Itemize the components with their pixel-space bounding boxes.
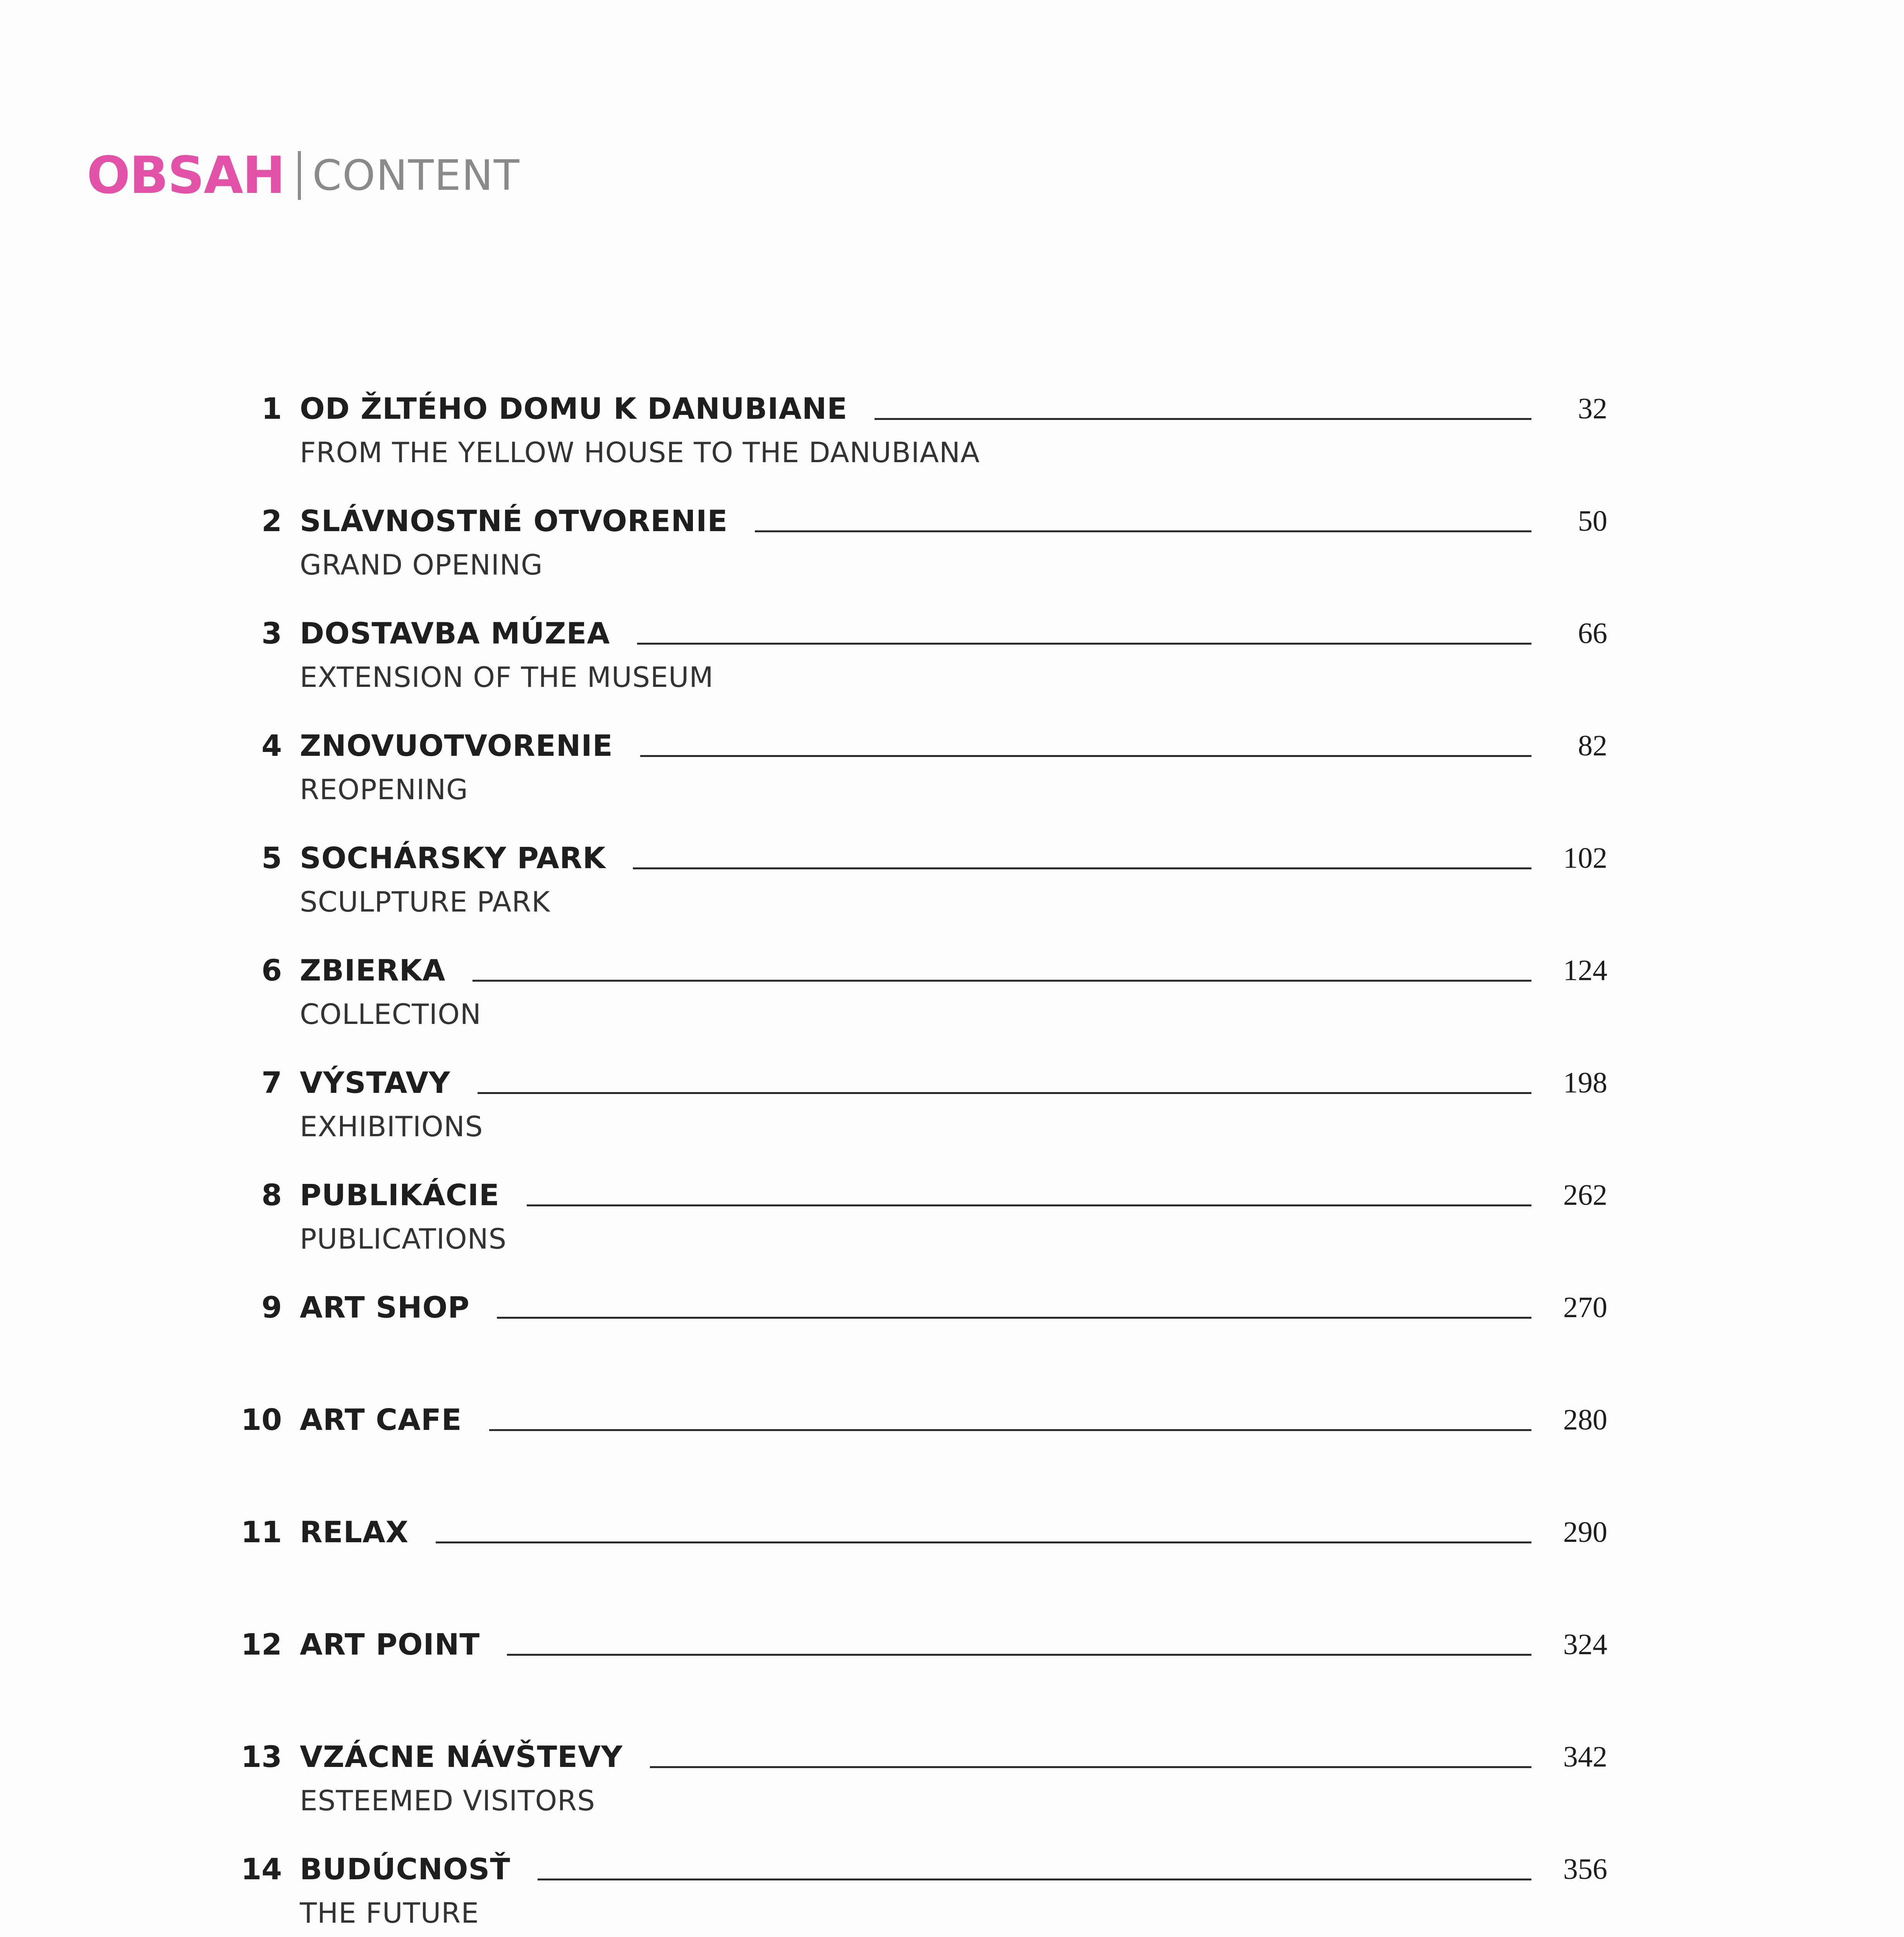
toc-entry-subtitle: PUBLICATIONS	[300, 1223, 507, 1255]
toc-entry-title: ZNOVUOTVORENIE	[300, 728, 613, 763]
toc-entry-leader-line	[507, 1654, 1531, 1656]
toc-entry[interactable]	[217, 1174, 1607, 1275]
toc-entry-subtitle: FROM THE YELLOW HOUSE TO THE DANUBIANA	[300, 436, 980, 469]
toc-entry-line	[300, 387, 1607, 430]
toc-entry-title: ART CAFE	[300, 1402, 462, 1437]
toc-entry-leader-line	[489, 1429, 1531, 1431]
toc-entry-number: 9	[261, 1290, 282, 1325]
toc-entry[interactable]	[217, 1848, 1607, 1937]
toc-entry-leader-line	[436, 1541, 1531, 1543]
toc-entry-number: 4	[261, 728, 282, 763]
toc-entry-page: 32	[1578, 392, 1607, 425]
toc-entry-number: 8	[261, 1178, 282, 1212]
toc-entry-number: 13	[241, 1739, 282, 1774]
page-title	[87, 143, 520, 208]
toc-entry[interactable]	[217, 500, 1607, 600]
toc-entry-page: 50	[1578, 505, 1607, 537]
toc-entry-number: 12	[241, 1627, 282, 1662]
toc-entry[interactable]	[217, 1623, 1607, 1724]
toc-entry[interactable]	[217, 1286, 1607, 1387]
toc-entry-title: PUBLIKÁCIE	[300, 1178, 500, 1212]
toc-entry-page: 82	[1578, 729, 1607, 762]
toc-entry-line	[300, 837, 1607, 879]
toc-entry-title: SLÁVNOSTNÉ OTVORENIE	[300, 504, 728, 538]
toc-entry[interactable]	[217, 1399, 1607, 1499]
toc-entry-leader-line	[497, 1317, 1531, 1319]
toc-entry[interactable]	[217, 949, 1607, 1050]
toc-entry-leader-line	[875, 418, 1531, 420]
toc-entry-line	[300, 1848, 1607, 1891]
toc-entry-page: 270	[1563, 1291, 1607, 1324]
toc-entry-subtitle: GRAND OPENING	[300, 549, 543, 581]
toc-entry-line	[300, 612, 1607, 655]
toc-entry-subtitle: EXHIBITIONS	[300, 1110, 483, 1143]
toc-entry-number: 5	[261, 841, 282, 875]
toc-entry-leader-line	[637, 643, 1531, 645]
toc-entry-leader-line	[478, 1092, 1531, 1094]
page-title-sub: CONTENT	[312, 151, 520, 200]
toc-entry-subtitle: EXTENSION OF THE MUSEUM	[300, 661, 714, 693]
toc-entry-page: 356	[1563, 1853, 1607, 1885]
toc-entry-leader-line	[538, 1879, 1531, 1880]
toc-entry-leader-line	[640, 755, 1531, 757]
toc-entry-title: ART SHOP	[300, 1290, 470, 1325]
toc-entry-title: BUDÚCNOSŤ	[300, 1852, 511, 1886]
toc-entry[interactable]	[217, 1511, 1607, 1612]
toc-entry[interactable]	[217, 1061, 1607, 1162]
toc-entry-title: ART POINT	[300, 1627, 480, 1662]
toc-entry-leader-line	[755, 530, 1531, 532]
toc-entry[interactable]	[217, 612, 1607, 713]
toc-entry-leader-line	[650, 1766, 1531, 1768]
toc-entry-page: 262	[1563, 1179, 1607, 1211]
toc-entry-title: DOSTAVBA MÚZEA	[300, 616, 610, 650]
title-divider	[298, 151, 301, 200]
toc-entry-page: 66	[1578, 617, 1607, 650]
toc-entry-page: 198	[1563, 1067, 1607, 1099]
toc-entry-number: 11	[241, 1515, 282, 1549]
toc-entry-line	[300, 1736, 1607, 1778]
toc-entry[interactable]	[217, 724, 1607, 825]
toc-entry-number: 3	[261, 616, 282, 650]
toc-entry-page: 102	[1563, 842, 1607, 874]
toc-entry-line	[300, 1399, 1607, 1441]
toc-entry-title: ZBIERKA	[300, 953, 446, 987]
toc-entry-number: 2	[261, 504, 282, 538]
toc-entry-line	[300, 1511, 1607, 1553]
toc-entry-number: 7	[261, 1065, 282, 1100]
toc-entry-title: OD ŽLTÉHO DOMU K DANUBIANE	[300, 391, 848, 426]
toc-entry-line	[300, 1061, 1607, 1104]
toc-entry-line	[300, 1286, 1607, 1329]
page-title-main: OBSAH	[87, 146, 285, 205]
toc-entry-subtitle: THE FUTURE	[300, 1897, 479, 1929]
toc-entry[interactable]	[217, 387, 1607, 488]
toc-entry-leader-line	[633, 867, 1531, 869]
toc-entry-subtitle: REOPENING	[300, 773, 468, 806]
toc-entry-page: 280	[1563, 1404, 1607, 1436]
toc-entry-line	[300, 949, 1607, 992]
toc-entry-subtitle: ESTEEMED VISITORS	[300, 1784, 595, 1817]
toc-entry[interactable]	[217, 837, 1607, 938]
toc-entry-page: 324	[1563, 1628, 1607, 1661]
toc-entry-page: 124	[1563, 954, 1607, 987]
toc-entry-line	[300, 724, 1607, 767]
toc-entry-title: VÝSTAVY	[300, 1065, 451, 1100]
toc-entry-line	[300, 500, 1607, 542]
toc-entry-title: SOCHÁRSKY PARK	[300, 841, 606, 875]
toc-entry-title: VZÁCNE NÁVŠTEVY	[300, 1739, 623, 1774]
toc-entry-subtitle: SCULPTURE PARK	[300, 886, 550, 918]
toc-entry-page: 290	[1563, 1516, 1607, 1548]
toc-entry-leader-line	[527, 1204, 1531, 1206]
toc-entry-leader-line	[473, 980, 1531, 982]
toc-entry-number: 14	[241, 1852, 282, 1886]
toc-entry-number: 6	[261, 953, 282, 987]
toc-entry-line	[300, 1623, 1607, 1666]
toc-entry-number: 1	[261, 391, 282, 426]
toc-entry-title: RELAX	[300, 1515, 409, 1549]
toc-entry-number: 10	[241, 1402, 282, 1437]
toc-entry[interactable]	[217, 1736, 1607, 1836]
toc-entry-subtitle: COLLECTION	[300, 998, 481, 1030]
toc-entry-line	[300, 1174, 1607, 1216]
toc-entry-page: 342	[1563, 1741, 1607, 1773]
